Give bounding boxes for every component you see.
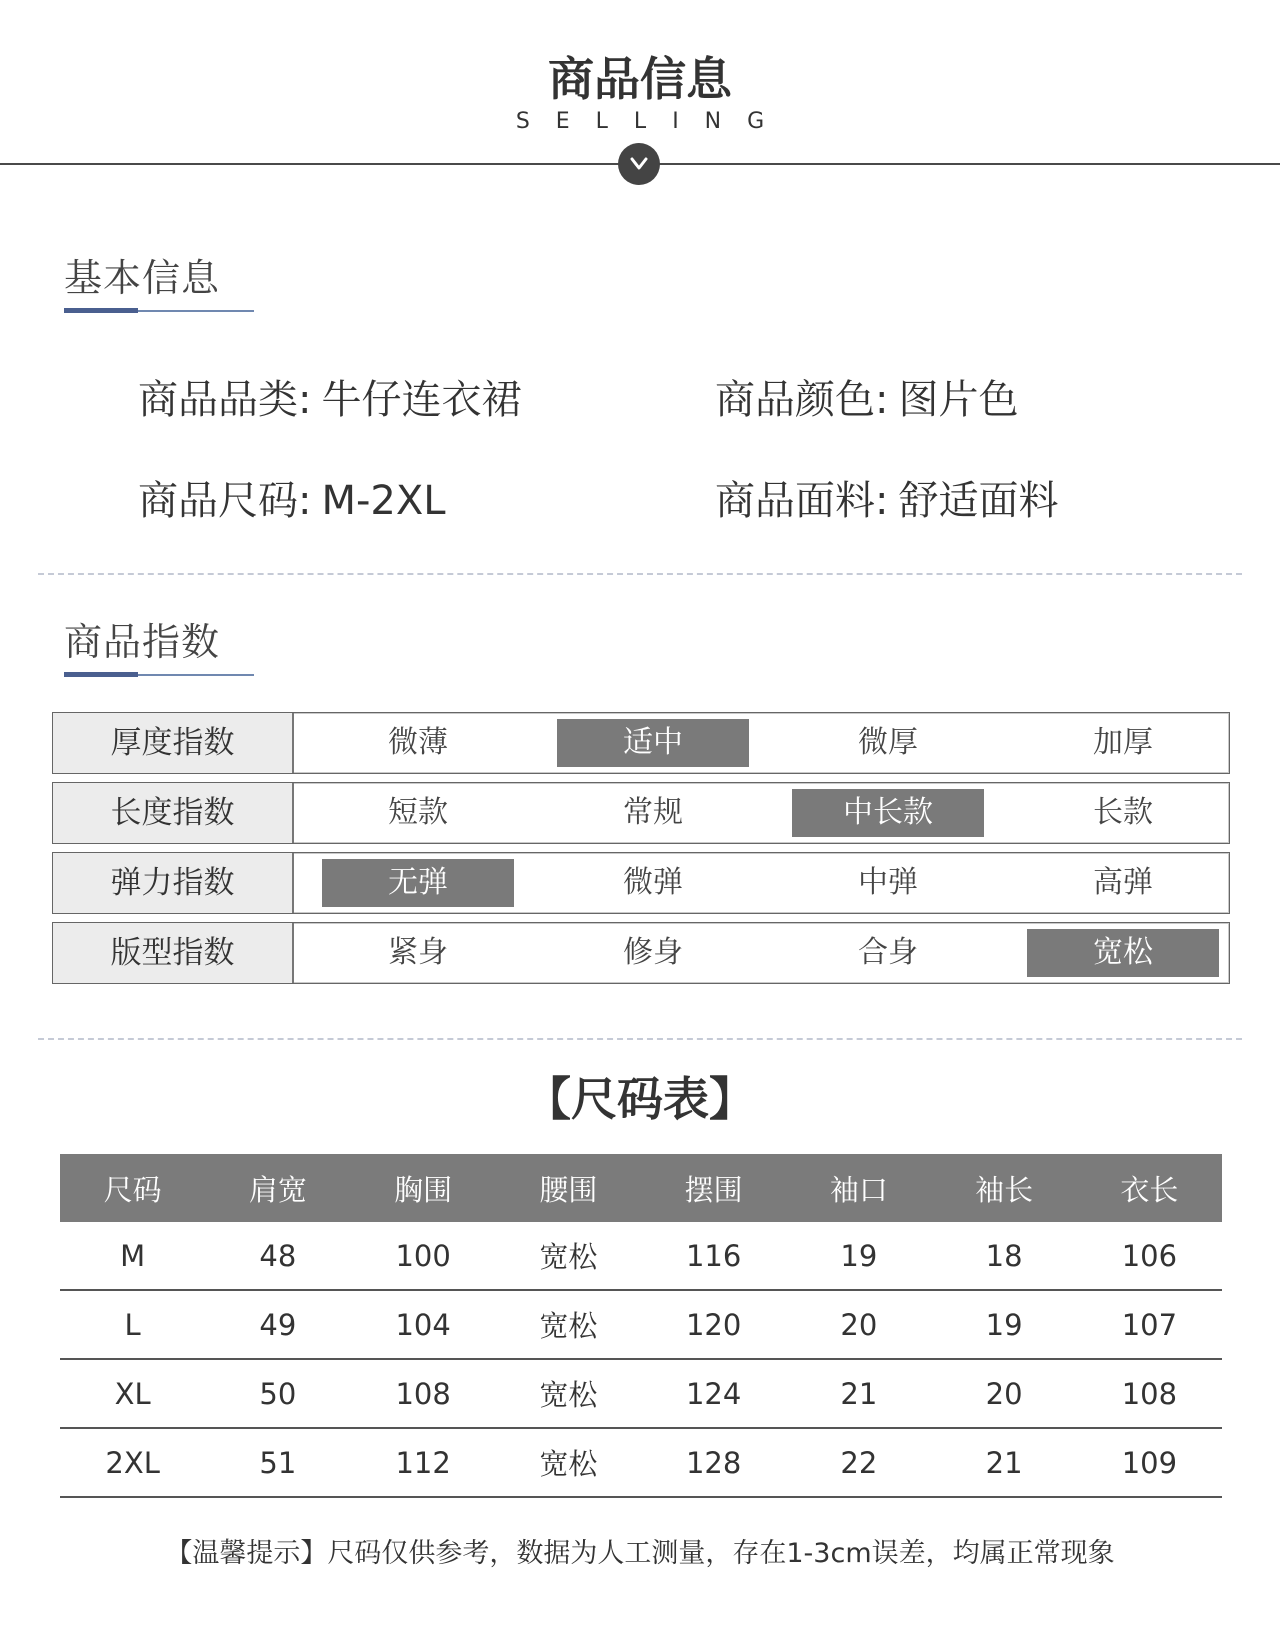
index-option-selected: 宽松 — [1027, 929, 1219, 977]
col-header: 肩宽 — [205, 1154, 350, 1222]
size-chart-title: 【尺码表】 — [525, 1072, 755, 1126]
table-cell: L — [60, 1290, 205, 1359]
category-value: 牛仔连衣裙 — [321, 377, 522, 423]
table-cell: 107 — [1077, 1290, 1222, 1359]
product-index-heading-text: 商品指数 — [64, 620, 221, 664]
table-cell: 18 — [932, 1222, 1077, 1290]
heading-underline-accent — [64, 672, 138, 677]
size-tip: 【温馨提示】尺码仅供参考，数据为人工测量，存在1-3cm误差，均属正常现象 — [165, 1538, 1115, 1569]
section-divider — [38, 573, 1242, 575]
chevron-down-icon — [629, 155, 649, 173]
index-options — [294, 853, 1229, 913]
table-cell: 112 — [351, 1428, 496, 1497]
table-cell: 124 — [641, 1359, 786, 1428]
index-option: 紧身 — [388, 935, 448, 970]
index-option: 长款 — [1093, 795, 1153, 830]
page-header — [0, 0, 1280, 200]
index-option: 加厚 — [1093, 725, 1153, 760]
page-subtitle: SELLING — [515, 109, 791, 134]
table-cell: 21 — [786, 1359, 931, 1428]
col-header: 尺码 — [60, 1154, 205, 1222]
table-cell: 21 — [932, 1428, 1077, 1497]
index-option: 修身 — [623, 935, 683, 970]
size-chart-header-row — [60, 1154, 1222, 1222]
table-cell: 100 — [351, 1222, 496, 1290]
table-cell: 128 — [641, 1428, 786, 1497]
index-option-selected: 无弹 — [322, 859, 514, 907]
col-header: 袖长 — [932, 1154, 1077, 1222]
table-cell: 2XL — [60, 1428, 205, 1497]
index-option: 合身 — [858, 935, 918, 970]
index-option: 常规 — [623, 795, 683, 830]
product-index-table — [52, 712, 1230, 992]
header-badge — [618, 143, 660, 185]
index-option: 微弹 — [623, 865, 683, 900]
col-header: 腰围 — [496, 1154, 641, 1222]
table-cell: 116 — [641, 1222, 786, 1290]
index-option: 微薄 — [388, 725, 448, 760]
index-row-length — [52, 782, 1230, 844]
color-label: 商品颜色: — [715, 377, 889, 423]
index-row-label: 版型指数 — [53, 923, 294, 983]
size-value: M-2XL — [321, 478, 446, 524]
fabric-label: 商品面料: — [715, 478, 889, 524]
table-cell: 22 — [786, 1428, 931, 1497]
table-cell: M — [60, 1222, 205, 1290]
table-cell: 19 — [786, 1222, 931, 1290]
table-cell: XL — [60, 1359, 205, 1428]
table-row — [60, 1359, 1222, 1428]
table-cell: 108 — [1077, 1359, 1222, 1428]
index-options — [294, 923, 1229, 983]
index-option-selected: 适中 — [557, 719, 749, 767]
page-title: 商品信息 — [548, 52, 732, 106]
section-divider — [38, 1038, 1242, 1040]
basic-info-size — [138, 476, 446, 526]
index-options — [294, 713, 1229, 773]
table-cell: 51 — [205, 1428, 350, 1497]
size-label: 商品尺码: — [138, 478, 312, 524]
table-cell: 49 — [205, 1290, 350, 1359]
table-cell: 48 — [205, 1222, 350, 1290]
table-cell: 120 — [641, 1290, 786, 1359]
table-cell: 19 — [932, 1290, 1077, 1359]
product-index-heading — [64, 618, 254, 666]
index-option: 高弹 — [1093, 865, 1153, 900]
heading-underline-accent — [64, 308, 138, 313]
index-option: 微厚 — [858, 725, 918, 760]
basic-info-heading — [64, 254, 254, 302]
index-option: 短款 — [388, 795, 448, 830]
index-row-thickness — [52, 712, 1230, 774]
table-cell: 108 — [351, 1359, 496, 1428]
table-row — [60, 1290, 1222, 1359]
basic-info-category — [138, 375, 521, 425]
table-row — [60, 1428, 1222, 1497]
basic-info-heading-text: 基本信息 — [64, 256, 221, 300]
table-cell: 宽松 — [496, 1428, 641, 1497]
table-cell: 宽松 — [496, 1222, 641, 1290]
table-cell: 109 — [1077, 1428, 1222, 1497]
col-header: 衣长 — [1077, 1154, 1222, 1222]
index-row-label: 厚度指数 — [53, 713, 294, 773]
col-header: 摆围 — [641, 1154, 786, 1222]
basic-info-color — [715, 375, 1018, 425]
size-chart-table — [60, 1154, 1222, 1498]
index-row-elasticity — [52, 852, 1230, 914]
table-cell: 20 — [786, 1290, 931, 1359]
col-header: 袖口 — [786, 1154, 931, 1222]
index-row-label: 长度指数 — [53, 783, 294, 843]
index-option: 中弹 — [858, 865, 918, 900]
table-row — [60, 1222, 1222, 1290]
table-cell: 104 — [351, 1290, 496, 1359]
color-value: 图片色 — [898, 377, 1019, 423]
table-cell: 宽松 — [496, 1359, 641, 1428]
table-cell: 宽松 — [496, 1290, 641, 1359]
table-cell: 50 — [205, 1359, 350, 1428]
index-row-label: 弹力指数 — [53, 853, 294, 913]
table-cell: 20 — [932, 1359, 1077, 1428]
category-label: 商品品类: — [138, 377, 312, 423]
fabric-value: 舒适面料 — [898, 478, 1059, 524]
table-cell: 106 — [1077, 1222, 1222, 1290]
col-header: 胸围 — [351, 1154, 496, 1222]
index-option-selected: 中长款 — [792, 789, 984, 837]
basic-info-fabric — [715, 476, 1058, 526]
index-options — [294, 783, 1229, 843]
index-row-fit — [52, 922, 1230, 984]
